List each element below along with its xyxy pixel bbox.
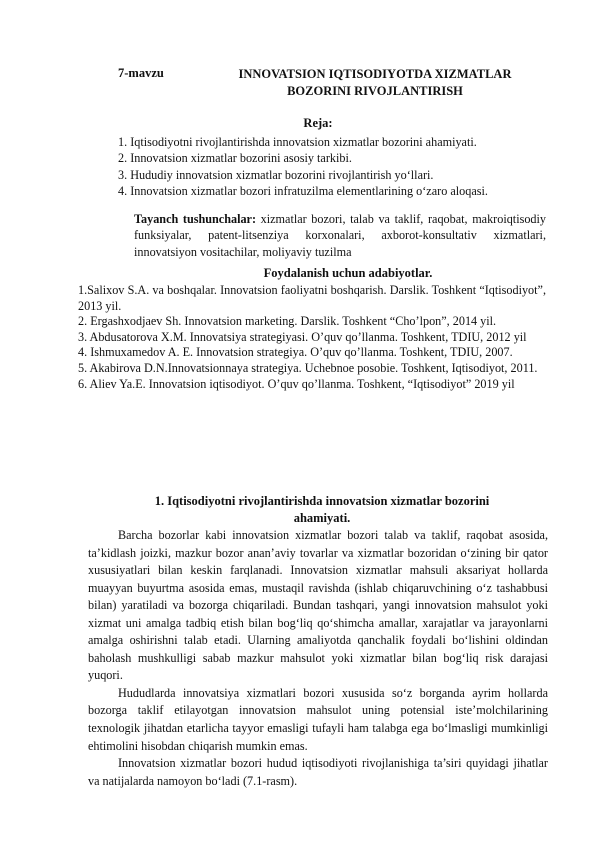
references-heading: Foydalanish uchun adabiyotlar.	[263, 266, 433, 280]
key-concepts-label: Tayanch tushunchalar:	[134, 212, 257, 226]
section-heading	[92, 493, 552, 527]
reference-item: 3. Abdusatorova X.M. Innovatsiya strategiyasi. O’quv qo’llanma. Toshkent, TDIU, 2012 yil	[78, 329, 527, 344]
plan-item: 1. Iqtisodiyotni rivojlantirishda innovatsion xizmatlar bozorini ahamiyati.	[118, 135, 477, 149]
plan-heading: Reja:	[303, 116, 333, 130]
reference-item: 2. Ergashxodjaev Sh. Innovatsion marketing. Darslik. Toshkent “Cho’lpon”, 2014 yil.	[78, 314, 497, 329]
plan-item: 4. Innovatsion xizmatlar bozori infratuzilma elementlarining o‘zaro aloqasi.	[118, 183, 488, 198]
reference-item: 1.Salixov S.A. va boshqalar. Innovatsion faoliyatni boshqarish. Darslik. Toshkent “Iqtisodiyot”, 2013 yil.	[78, 283, 546, 313]
section-heading-line2: ahamiyati.	[293, 511, 351, 525]
reference-item: 4. Ishmuxamedov A. E. Innovatsion strategiya. O’quv qo’llanma. Toshkent, TDIU, 2007.	[78, 345, 513, 360]
plan-item: 3. Hududiy innovatsion xizmatlar bozorini rivojlantirish yo‘llari.	[118, 167, 434, 182]
section-heading-line1: 1. Iqtisodiyotni rivojlantirishda innovatsion xizmatlar bozorini	[154, 494, 490, 508]
topic-title	[210, 66, 540, 100]
reference-item: 5. Akabirova D.N.Innovatsionnaya strategiya. Uchebnoe posobie. Toshkent, Iqtisodiyot, 2011.	[78, 360, 538, 375]
topic-number: 7-mavzu	[118, 66, 164, 80]
plan-item: 2. Innovatsion xizmatlar bozorini asosiy tarkibi.	[118, 151, 352, 166]
topic-title-line2: BOZORINI RIVOJLANTIRISH	[287, 84, 463, 98]
body-paragraph: Hududlarda innovatsiya xizmatlari bozori xususida so‘z borganda ayrim hollarda bozorga taklif etilayotgan innovatsion mahsulot uning potensial iste’molchilarining texnologik jihatdan etarlicha tayyor emasligi tufayli ham talabga ega bo‘lmasligi mumkinligi ehtimolini hisobdan chiqarish mumkin emas.	[88, 685, 548, 753]
references-list	[78, 283, 546, 392]
body-paragraph: Barcha bozorlar kabi innovatsion xizmatlar bozori talab va taklif, raqobat asosida, ta’kidlash joizki, mazkur bozor anan’aviy tovarlar va xizmatlar bozoridan o‘zining bir qator xususiyatlari bilan keskin farqlanadi. Innovatsion xizmatlar mahsuli aksariyat hollarda muayyan buyurtma asosida emas, mustaqil ravishda (ishlab chiqaruvchining o‘z tashabbusi bilan) yaratiladi va bozorga chiqariladi. Bundan tashqari, yangi innovatsion mahsulot yoki xizmat uni amalga tadbiq etish bilan bog‘liq qo‘shimcha amallar, xarajatlar va jarayonlarni amalga oshirishni talab etadi. Ularning amaliyotda qanchalik foydali bo‘lishini oldindan baholash mushkulligi sabab mazkur mahsulot yoki xizmatlar bilan bog‘liq risk darajasi yuqori.	[88, 528, 548, 683]
key-concepts-text: xizmatlar bozori, talab va taklif, raqobat, makroiqtisodiy funksiyalar, patent-litsenziya korxonalari, axborot-konsultativ xizmatlari, innovatsiyon vositachilar, moliyaviy tuzilma	[134, 212, 546, 259]
body-paragraph: Innovatsion xizmatlar bozori hudud iqtisodiyoti rivojlanishiga ta’siri quyidagi jihatlar va natijalarda namoyon bo‘ladi (7.1-rasm).	[88, 756, 548, 788]
section-body	[88, 527, 548, 790]
key-concepts	[134, 211, 546, 260]
reference-item: 6. Aliev Ya.E. Innovatsion iqtisodiyot. O’quv qo’llanma. Toshkent, “Iqtisodiyot” 2019 yil	[78, 376, 515, 391]
plan-list	[118, 134, 488, 199]
topic-title-line1: INNOVATSION IQTISODIYOTDA XIZMATLAR	[238, 67, 512, 81]
